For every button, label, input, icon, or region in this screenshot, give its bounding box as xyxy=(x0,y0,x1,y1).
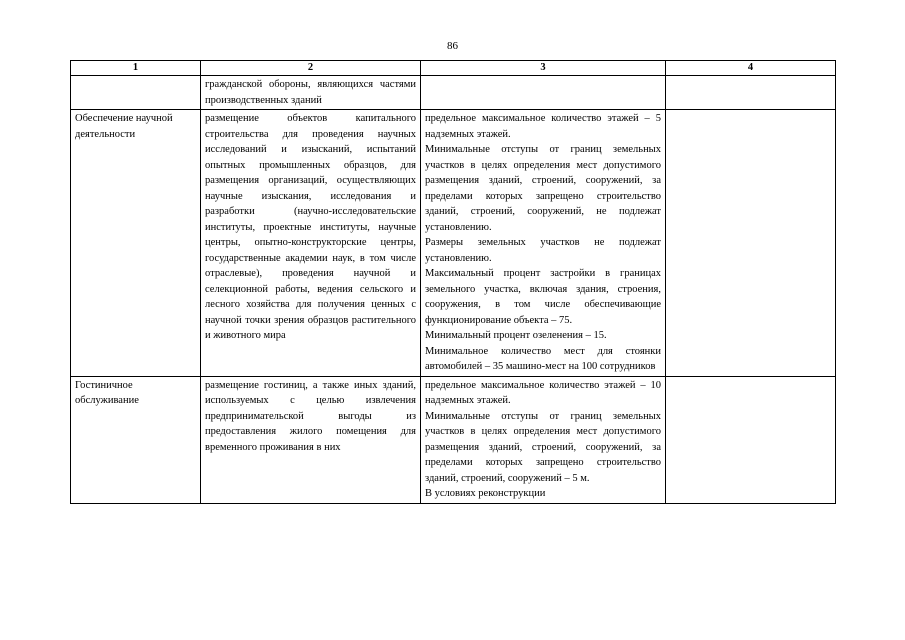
header-col-3: 3 xyxy=(421,61,666,76)
table-row xyxy=(71,76,836,110)
param-min-setbacks: Минимальные отступы от границ земельных участков в целях определения мест допустимого размещения зданий, строений, сооружений, за пределами которых запрещено строительство зданий, строений, сооружений – 5 м. xyxy=(425,410,661,484)
description-text: размещение гостиниц, а также иных зданий, используемых с целью извлечения предпринимательской выгоды из предоставления жилого помещения для временного проживания в них xyxy=(205,379,416,453)
param-max-floors: предельное максимальное количество этажей – 5 надземных этажей. xyxy=(425,113,661,140)
notes-cell xyxy=(666,110,836,377)
param-max-floors: предельное максимальное количество этажей – 10 надземных этажей. xyxy=(425,379,661,406)
param-max-coverage: Максимальный процент застройки в границах земельного участка, включая здания, строения, сооружения, в том числе обеспечивающие функционирование объекта – 75. xyxy=(425,268,661,326)
parameters-cell xyxy=(421,110,666,377)
description-cell xyxy=(201,76,421,110)
header-col-4: 4 xyxy=(666,61,836,76)
zoning-table xyxy=(70,60,836,504)
param-reconstruction: В условиях реконструкции xyxy=(425,488,546,499)
param-min-setbacks: Минимальные отступы от границ земельных участков в целях определения мест допустимого размещения зданий, строений, сооружений, за пределами которых запрещено строительство зданий, строений, сооружений, не подлежат установлению. xyxy=(425,144,661,233)
description-text: размещение объектов капитального строительства для проведения научных исследований и изысканий, испытаний опытных промышленных образцов, для размещения организаций, осуществляющих научные изыскания, исследования и разработки (научно-исследовательские институты, проектные институты, научные центры, опытно-конструкторские центры, государственные академии наук, в том числе отраслевые), проведения научной и селекционной работы, ведения сельского и лесного хозяйства для получения ценных с научной точки зрения образцов растительного и животного мира xyxy=(205,113,416,341)
notes-cell xyxy=(666,76,836,110)
use-type-cell xyxy=(71,76,201,110)
parameters-cell xyxy=(421,76,666,110)
use-type-cell: Гостиничное обслуживание xyxy=(71,376,201,503)
table-header-row xyxy=(71,61,836,76)
description-cell xyxy=(201,376,421,503)
header-col-2: 2 xyxy=(201,61,421,76)
description-cell xyxy=(201,110,421,377)
parameters-cell xyxy=(421,376,666,503)
notes-cell xyxy=(666,376,836,503)
param-parking: Минимальное количество мест для стоянки автомобилей – 35 машино-мест на 100 сотрудников xyxy=(425,345,661,372)
table-row xyxy=(71,376,836,503)
page-number: 86 xyxy=(447,40,458,52)
use-type-cell: Обеспечение научной деятельности xyxy=(71,110,201,377)
param-plot-size: Размеры земельных участков не подлежат установлению. xyxy=(425,237,661,264)
header-col-1: 1 xyxy=(71,61,201,76)
table-row xyxy=(71,110,836,377)
param-min-greenery: Минимальный процент озеленения – 15. xyxy=(425,330,607,341)
description-text: гражданской обороны, являющихся частями производственных зданий xyxy=(205,79,416,106)
